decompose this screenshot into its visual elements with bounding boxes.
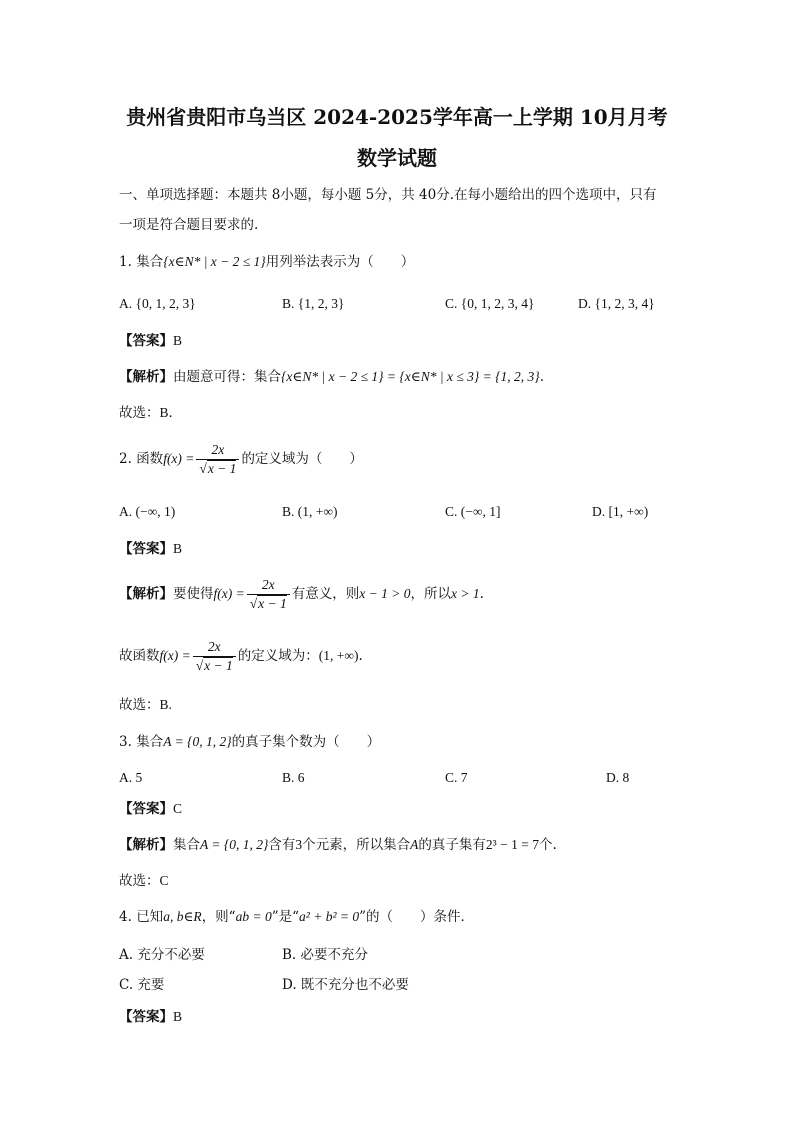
math-domain: (1, +∞) — [318, 648, 359, 663]
math-calculation: 2³ − 1 = 7 — [485, 837, 539, 852]
analysis-3 — [119, 836, 557, 854]
option-d: D. 8 — [606, 770, 630, 785]
fraction-numerator: 2x — [207, 639, 221, 654]
question-number: 3. — [119, 734, 132, 750]
analysis-text: 个元素，所以集合 — [302, 837, 411, 853]
analysis-text: 的真子集有 — [418, 837, 486, 853]
choose-label: 故选： — [119, 873, 160, 889]
analysis-label: 【解析】 — [119, 586, 173, 602]
question-1 — [119, 253, 414, 271]
math-expression: {x∈N* | x − 2 ≤ 1} = {x∈N* | x ≤ 3} = {1, 2, 3} — [281, 369, 540, 384]
analysis-text: 含有 — [268, 837, 296, 853]
math-condition: x > 1 — [450, 586, 480, 601]
fraction: $\frac{2x}{√x - 1}$ — [193, 639, 236, 674]
analysis-text: 集合 — [173, 837, 200, 853]
analysis-text: 个. — [538, 837, 557, 853]
question-text: 用列举法表示为（ ） — [265, 254, 415, 270]
question-2 — [119, 440, 363, 478]
question-number: 1. — [119, 254, 132, 270]
choose-label: 故选： — [119, 405, 160, 421]
analysis-text: 有意义，则 — [291, 586, 360, 602]
question-text: ”的（ ）条件． — [359, 909, 475, 925]
conclusion-text: 的定义域为： — [237, 648, 319, 664]
question-text: ”是“ — [271, 909, 300, 925]
fraction-denominator: x − 1 — [207, 461, 237, 476]
answer-label: 【答案】 — [119, 541, 173, 557]
option-d: D. 既不充分也不必要 — [282, 977, 409, 993]
answer-value: C — [173, 801, 183, 816]
question-text: 已知 — [136, 909, 164, 925]
question-number: 4. — [119, 909, 132, 925]
choose-label: 故选： — [119, 697, 160, 713]
conclusion-2 — [119, 637, 363, 675]
fraction-numerator: 2x — [211, 442, 225, 457]
option-b: B. (1, +∞) — [282, 504, 338, 519]
conclusion-text: 故函数 — [119, 648, 160, 664]
math-fx: f(x) = — [159, 648, 191, 663]
analysis-text: . — [479, 586, 484, 602]
fraction-denominator: x − 1 — [204, 658, 233, 673]
math-fx: f(x) = — [163, 451, 195, 466]
choose-3 — [119, 872, 169, 890]
option-c: C. 充要 — [119, 977, 165, 993]
element-count: 3 — [295, 837, 303, 852]
question-text: ，则“ — [201, 909, 236, 925]
analysis-2 — [119, 575, 484, 613]
math-statement-2: a² + b² = 0 — [299, 909, 360, 924]
answer-label: 【答案】 — [119, 801, 173, 817]
math-set: A = {0, 1, 2} — [163, 734, 232, 749]
section-heading-line2: 一项是符合题目要求的. — [119, 217, 259, 233]
math-set: A = {0, 1, 2} — [200, 837, 269, 852]
question-4-options-row1 — [119, 946, 519, 964]
section-heading-line1: 一、单项选择题：本题共 8小题，每小题 5分，共 40分.在每小题给出的四个选项中，只有 — [119, 187, 657, 203]
option-a: A. {0, 1, 2, 3} — [119, 296, 196, 311]
analysis-text: ，所以 — [410, 586, 451, 602]
answer-4 — [119, 1008, 182, 1026]
analysis-1 — [119, 368, 544, 386]
option-a: A. 充分不必要 — [119, 947, 205, 963]
choose-value: B. — [159, 697, 172, 712]
option-b: B. 必要不充分 — [282, 947, 369, 963]
option-a: A. 5 — [119, 770, 143, 785]
choose-value: C — [159, 873, 169, 888]
analysis-label: 【解析】 — [119, 369, 173, 385]
answer-value: B — [173, 541, 183, 556]
math-fx: f(x) = — [213, 586, 245, 601]
answer-3 — [119, 800, 182, 818]
option-a: A. (−∞, 1) — [119, 504, 176, 519]
document-subtitle: 数学试题 — [357, 146, 437, 170]
fraction: $\frac{2x}{√x - 1}$ — [247, 577, 290, 612]
analysis-text: . — [539, 369, 544, 385]
question-text: 集合 — [136, 254, 164, 270]
question-text: 的定义域为（ ） — [241, 451, 363, 467]
analysis-text: 由题意可得：集合 — [173, 369, 281, 385]
question-4-options-row2 — [119, 976, 519, 994]
answer-label: 【答案】 — [119, 1009, 173, 1025]
fraction: $\frac{2x}{√x - 1}$ — [196, 442, 239, 477]
math-set: {x∈N* | x − 2 ≤ 1} — [163, 254, 266, 269]
question-2-options — [119, 503, 679, 521]
question-text: 的真子集个数为（ ） — [231, 734, 381, 750]
math-condition: a, b∈R — [163, 909, 202, 924]
answer-2 — [119, 540, 182, 558]
question-number: 2. — [119, 451, 132, 467]
analysis-label: 【解析】 — [119, 837, 173, 853]
option-c: C. 7 — [445, 770, 468, 785]
question-3 — [119, 733, 380, 751]
question-text: 集合 — [136, 734, 164, 750]
option-c: C. {0, 1, 2, 3, 4} — [445, 296, 535, 311]
answer-1 — [119, 332, 182, 350]
option-b: B. {1, 2, 3} — [282, 296, 345, 311]
conclusion-text: . — [358, 648, 363, 664]
option-d: D. [1, +∞) — [592, 504, 649, 519]
option-c: C. (−∞, 1] — [445, 504, 501, 519]
math-set-name: A — [410, 837, 419, 852]
option-d: D. {1, 2, 3, 4} — [578, 296, 655, 311]
analysis-text: 要使得 — [173, 586, 214, 602]
fraction-denominator: x − 1 — [258, 596, 287, 611]
option-b: B. 6 — [282, 770, 305, 785]
document-title: 贵州省贵阳市乌当区 2024-2025学年高一上学期 10月月考 — [126, 105, 668, 129]
answer-value: B — [173, 1009, 183, 1024]
choose-1 — [119, 404, 182, 422]
math-condition: x − 1 > 0 — [359, 586, 411, 601]
math-statement-1: ab = 0 — [235, 909, 272, 924]
fraction-numerator: 2x — [261, 577, 275, 592]
answer-label: 【答案】 — [119, 333, 173, 349]
question-3-options — [119, 769, 679, 787]
question-text: 函数 — [136, 451, 164, 467]
choose-value: B． — [159, 405, 183, 420]
question-1-options — [119, 295, 679, 313]
choose-2 — [119, 696, 172, 714]
question-4 — [119, 908, 474, 926]
answer-value: B — [173, 333, 183, 348]
